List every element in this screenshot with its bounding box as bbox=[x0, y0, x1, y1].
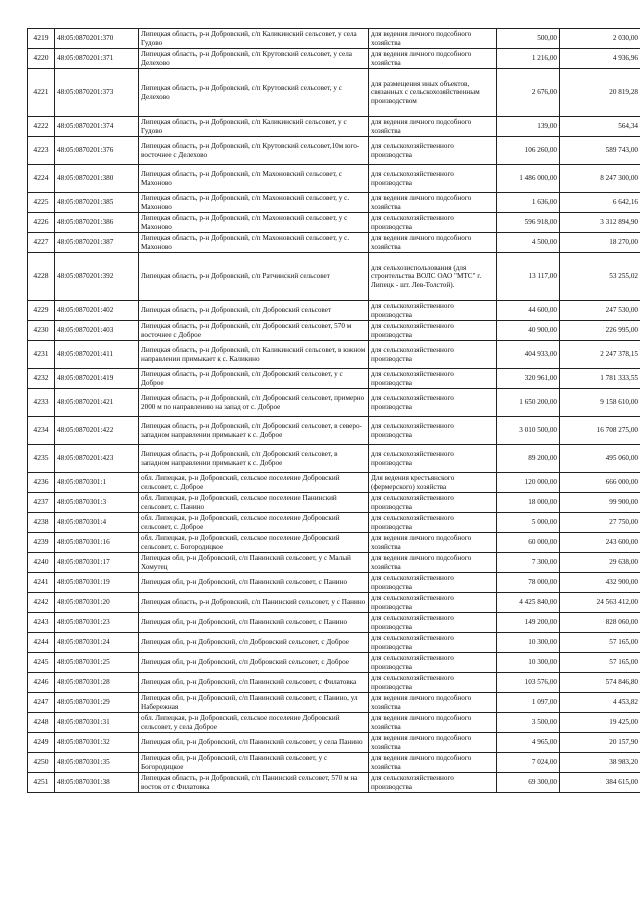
table-row bbox=[28, 233, 640, 253]
address: Липецкая область, р-н Добровский, с/п Каликинский сельсовет, у села Гудово bbox=[139, 29, 369, 49]
cadastral-number: 48:05:0870201:411 bbox=[55, 341, 139, 369]
area-value: 18 000,00 bbox=[497, 493, 560, 513]
row-number: 4222 bbox=[28, 117, 55, 137]
address: Липецкая область, р-н Добровский, с/п Махоновский сельсовет, у с Махоново bbox=[139, 213, 369, 233]
cadastral-value: 20 157,90 bbox=[560, 733, 640, 753]
cadastral-value: 29 638,00 bbox=[560, 553, 640, 573]
address: обл. Липецкая, р-н Добровский, сельское поселение Добровский сельсовет, у села Доброе bbox=[139, 713, 369, 733]
cadastral-number: 48:05:0870201:392 bbox=[55, 253, 139, 301]
address: Липецкая область, р-н Добровский, с/п Крутовский сельсовет, у села Делехово bbox=[139, 49, 369, 69]
row-number: 4227 bbox=[28, 233, 55, 253]
table-row bbox=[28, 713, 640, 733]
address: Липецкая обл, р-н Добровский, с/п Панинский сельсовет, у с Малый Хомутец bbox=[139, 553, 369, 573]
table-row bbox=[28, 253, 640, 301]
area-value: 60 000,00 bbox=[497, 533, 560, 553]
cadastral-value: 24 563 412,00 bbox=[560, 593, 640, 613]
table-row bbox=[28, 693, 640, 713]
table-row bbox=[28, 473, 640, 493]
cadastral-number: 48:05:0870301:20 bbox=[55, 593, 139, 613]
row-number: 4240 bbox=[28, 553, 55, 573]
land-register-table bbox=[27, 28, 640, 793]
cadastral-value: 2 247 378,15 bbox=[560, 341, 640, 369]
row-number: 4248 bbox=[28, 713, 55, 733]
area-value: 1 216,00 bbox=[497, 49, 560, 69]
permitted-use: для ведения личного подсобного хозяйства bbox=[369, 193, 497, 213]
table-row bbox=[28, 213, 640, 233]
cadastral-value: 9 158 610,00 bbox=[560, 389, 640, 417]
area-value: 1 636,00 bbox=[497, 193, 560, 213]
address: Липецкая область, р-н Добровский, с/п Каликинский сельсовет, у с Гудово bbox=[139, 117, 369, 137]
cadastral-value: 3 312 894,90 bbox=[560, 213, 640, 233]
table-row bbox=[28, 369, 640, 389]
cadastral-value: 247 530,00 bbox=[560, 301, 640, 321]
address: Липецкая область, р-н Добровский, с/п Каликинский сельсовет, в южном направлении примыкает к с. Каликино bbox=[139, 341, 369, 369]
row-number: 4244 bbox=[28, 633, 55, 653]
address: Липецкая область, р-н Добровский, с/п Добровский сельсовет, у с Доброе bbox=[139, 369, 369, 389]
cadastral-number: 48:05:0870201:419 bbox=[55, 369, 139, 389]
cadastral-number: 48:05:0870301:24 bbox=[55, 633, 139, 653]
table-row bbox=[28, 493, 640, 513]
table-row bbox=[28, 49, 640, 69]
row-number: 4250 bbox=[28, 753, 55, 773]
address: обл. Липецкая, р-н Добровский, сельское поселение Добровский сельсовет, с. Богородицкое bbox=[139, 533, 369, 553]
cadastral-number: 48:05:0870301:1 bbox=[55, 473, 139, 493]
table-row bbox=[28, 417, 640, 445]
cadastral-value: 1 781 333,55 bbox=[560, 369, 640, 389]
table-row bbox=[28, 773, 640, 793]
table-row bbox=[28, 389, 640, 417]
area-value: 7 300,00 bbox=[497, 553, 560, 573]
area-value: 4 965,00 bbox=[497, 733, 560, 753]
row-number: 4229 bbox=[28, 301, 55, 321]
table-row bbox=[28, 69, 640, 117]
row-number: 4241 bbox=[28, 573, 55, 593]
permitted-use: для сельскохозяйственного производства bbox=[369, 493, 497, 513]
address: Липецкая область, р-н Добровский, с/п Махоновский сельсовет, с Махоново bbox=[139, 165, 369, 193]
permitted-use: для ведения личного подсобного хозяйства bbox=[369, 713, 497, 733]
table-row bbox=[28, 533, 640, 553]
row-number: 4226 bbox=[28, 213, 55, 233]
area-value: 404 933,00 bbox=[497, 341, 560, 369]
cadastral-number: 48:05:0870201:376 bbox=[55, 137, 139, 165]
address: Липецкая область, р-н Добровский, с/п Панинский сельсовет, 570 м на восток от с Филатовка bbox=[139, 773, 369, 793]
area-value: 89 200,00 bbox=[497, 445, 560, 473]
area-value: 149 200,00 bbox=[497, 613, 560, 633]
permitted-use: для ведения личного подсобного хозяйства bbox=[369, 117, 497, 137]
table-row bbox=[28, 165, 640, 193]
address: Липецкая обл, р-н Добровский, с/п Добровский сельсовет, с Доброе bbox=[139, 633, 369, 653]
address: Липецкая область, р-н Добровский, с/п Добровский сельсовет, в западном направлении примыкает к с. Доброе bbox=[139, 445, 369, 473]
cadastral-number: 48:05:0870201:370 bbox=[55, 29, 139, 49]
area-value: 3 010 500,00 bbox=[497, 417, 560, 445]
permitted-use: для ведения личного подсобного хозяйства bbox=[369, 533, 497, 553]
permitted-use: для сельскохозяйственного производства bbox=[369, 613, 497, 633]
permitted-use: для ведения личного подсобного хозяйства bbox=[369, 693, 497, 713]
address: обл. Липецкая, р-н Добровский, сельское поселение Добровский сельсовет, с. Доброе bbox=[139, 513, 369, 533]
table-row bbox=[28, 321, 640, 341]
area-value: 106 260,00 bbox=[497, 137, 560, 165]
address: Липецкая обл, р-н Добровский, с/п Панинский сельсовет, у с Богородицкое bbox=[139, 753, 369, 773]
table-row bbox=[28, 733, 640, 753]
cadastral-number: 48:05:0870301:16 bbox=[55, 533, 139, 553]
cadastral-value: 38 983,20 bbox=[560, 753, 640, 773]
cadastral-value: 666 000,00 bbox=[560, 473, 640, 493]
area-value: 2 676,00 bbox=[497, 69, 560, 117]
cadastral-number: 48:05:0870301:25 bbox=[55, 653, 139, 673]
area-value: 120 000,00 bbox=[497, 473, 560, 493]
permitted-use: для сельскохозяйственного производства bbox=[369, 633, 497, 653]
cadastral-value: 16 708 275,00 bbox=[560, 417, 640, 445]
permitted-use: Для ведения крестьянского (фермерского) хозяйства bbox=[369, 473, 497, 493]
table-row bbox=[28, 445, 640, 473]
area-value: 1 097,00 bbox=[497, 693, 560, 713]
permitted-use: для сельскохозяйственного производства bbox=[369, 341, 497, 369]
cadastral-number: 48:05:0870301:23 bbox=[55, 613, 139, 633]
row-number: 4243 bbox=[28, 613, 55, 633]
cadastral-number: 48:05:0870201:387 bbox=[55, 233, 139, 253]
cadastral-number: 48:05:0870201:374 bbox=[55, 117, 139, 137]
address: обл. Липецкая, р-н Добровский, сельское поселение Добровский сельсовет, с. Доброе bbox=[139, 473, 369, 493]
permitted-use: для ведения личного подсобного хозяйства bbox=[369, 49, 497, 69]
table-row bbox=[28, 753, 640, 773]
row-number: 4221 bbox=[28, 69, 55, 117]
permitted-use: для сельскохозяйственного производства bbox=[369, 213, 497, 233]
cadastral-number: 48:05:0870301:4 bbox=[55, 513, 139, 533]
area-value: 40 900,00 bbox=[497, 321, 560, 341]
cadastral-number: 48:05:0870301:19 bbox=[55, 573, 139, 593]
row-number: 4237 bbox=[28, 493, 55, 513]
row-number: 4230 bbox=[28, 321, 55, 341]
register-rows bbox=[28, 29, 640, 793]
row-number: 4245 bbox=[28, 653, 55, 673]
permitted-use: для сельхозиспользования (для строительства ВОЛС ОАО "МТС" г. Липецк - шт. Лев-Толстой). bbox=[369, 253, 497, 301]
permitted-use: для сельскохозяйственного производства bbox=[369, 321, 497, 341]
area-value: 500,00 bbox=[497, 29, 560, 49]
table-row bbox=[28, 613, 640, 633]
address: Липецкая обл, р-н Добровский, с/п Панинский сельсовет, с Панино, ул Набережная bbox=[139, 693, 369, 713]
area-value: 4 425 840,00 bbox=[497, 593, 560, 613]
row-number: 4233 bbox=[28, 389, 55, 417]
permitted-use: для сельскохозяйственного производства bbox=[369, 301, 497, 321]
permitted-use: для ведения личного подсобного хозяйства bbox=[369, 553, 497, 573]
cadastral-number: 48:05:0870201:386 bbox=[55, 213, 139, 233]
permitted-use: для сельскохозяйственного производства bbox=[369, 773, 497, 793]
table-row bbox=[28, 653, 640, 673]
address: Липецкая область, р-н Добровский, с/п Добровский сельсовет, в северо-западном направлении примыкает к с. Доброе bbox=[139, 417, 369, 445]
table-row bbox=[28, 29, 640, 49]
address: Липецкая область, р-н Добровский, с/п Панинский сельсовет, у с Панино bbox=[139, 593, 369, 613]
row-number: 4231 bbox=[28, 341, 55, 369]
address: Липецкая область, р-н Добровский, с/п Крутовский сельсовет,10м юго-восточнее с Делехово bbox=[139, 137, 369, 165]
row-number: 4238 bbox=[28, 513, 55, 533]
address: Липецкая область, р-н Добровский, с/п Добровский сельсовет, 570 м восточнее с Доброе bbox=[139, 321, 369, 341]
cadastral-number: 48:05:0870201:402 bbox=[55, 301, 139, 321]
area-value: 7 024,00 bbox=[497, 753, 560, 773]
table-row bbox=[28, 341, 640, 369]
permitted-use: для ведения личного подсобного хозяйства bbox=[369, 733, 497, 753]
cadastral-value: 18 270,00 bbox=[560, 233, 640, 253]
address: Липецкая область, р-н Добровский, с/п Крутовский сельсовет, у с Делехово bbox=[139, 69, 369, 117]
table-row bbox=[28, 301, 640, 321]
row-number: 4249 bbox=[28, 733, 55, 753]
table-row bbox=[28, 117, 640, 137]
cadastral-number: 48:05:0870301:3 bbox=[55, 493, 139, 513]
row-number: 4236 bbox=[28, 473, 55, 493]
table-row bbox=[28, 193, 640, 213]
area-value: 103 576,00 bbox=[497, 673, 560, 693]
cadastral-number: 48:05:0870201:422 bbox=[55, 417, 139, 445]
cadastral-value: 226 995,00 bbox=[560, 321, 640, 341]
row-number: 4223 bbox=[28, 137, 55, 165]
cadastral-value: 432 900,00 bbox=[560, 573, 640, 593]
permitted-use: для сельскохозяйственного производства bbox=[369, 137, 497, 165]
row-number: 4220 bbox=[28, 49, 55, 69]
address: Липецкая область, р-н Добровский, с/п Ратчинский сельсовет bbox=[139, 253, 369, 301]
area-value: 1 486 000,00 bbox=[497, 165, 560, 193]
permitted-use: для сельскохозяйственного производства bbox=[369, 513, 497, 533]
cadastral-number: 48:05:0870301:35 bbox=[55, 753, 139, 773]
area-value: 78 000,00 bbox=[497, 573, 560, 593]
cadastral-number: 48:05:0870201:380 bbox=[55, 165, 139, 193]
permitted-use: для ведения личного подсобного хозяйства bbox=[369, 753, 497, 773]
area-value: 596 918,00 bbox=[497, 213, 560, 233]
cadastral-number: 48:05:0870301:38 bbox=[55, 773, 139, 793]
row-number: 4239 bbox=[28, 533, 55, 553]
permitted-use: для сельскохозяйственного производства bbox=[369, 165, 497, 193]
cadastral-value: 6 642,16 bbox=[560, 193, 640, 213]
area-value: 44 600,00 bbox=[497, 301, 560, 321]
address: Липецкая обл, р-н Добровский, с/п Панинский сельсовет, с Панино bbox=[139, 573, 369, 593]
cadastral-value: 19 425,00 bbox=[560, 713, 640, 733]
permitted-use: для сельскохозяйственного производства bbox=[369, 593, 497, 613]
cadastral-number: 48:05:0870201:371 bbox=[55, 49, 139, 69]
permitted-use: для сельскохозяйственного производства bbox=[369, 673, 497, 693]
row-number: 4232 bbox=[28, 369, 55, 389]
cadastral-value: 495 060,00 bbox=[560, 445, 640, 473]
cadastral-number: 48:05:0870201:421 bbox=[55, 389, 139, 417]
table-row bbox=[28, 633, 640, 653]
table-row bbox=[28, 573, 640, 593]
cadastral-number: 48:05:0870301:28 bbox=[55, 673, 139, 693]
area-value: 5 000,00 bbox=[497, 513, 560, 533]
row-number: 4235 bbox=[28, 445, 55, 473]
area-value: 3 500,00 bbox=[497, 713, 560, 733]
permitted-use: для сельскохозяйственного производства bbox=[369, 653, 497, 673]
cadastral-number: 48:05:0870201:403 bbox=[55, 321, 139, 341]
cadastral-value: 53 255,02 bbox=[560, 253, 640, 301]
row-number: 4247 bbox=[28, 693, 55, 713]
cadastral-value: 4 936,96 bbox=[560, 49, 640, 69]
cadastral-value: 20 819,28 bbox=[560, 69, 640, 117]
address: Липецкая обл, р-н Добровский, с/п Панинский сельсовет, у села Панино bbox=[139, 733, 369, 753]
cadastral-number: 48:05:0870301:17 bbox=[55, 553, 139, 573]
address: Липецкая обл, р-н Добровский, с/п Панинский сельсовет, с Панино bbox=[139, 613, 369, 633]
cadastral-number: 48:05:0870201:423 bbox=[55, 445, 139, 473]
row-number: 4224 bbox=[28, 165, 55, 193]
row-number: 4251 bbox=[28, 773, 55, 793]
table-row bbox=[28, 673, 640, 693]
permitted-use: для сельскохозяйственного производства bbox=[369, 445, 497, 473]
area-value: 69 300,00 bbox=[497, 773, 560, 793]
cadastral-number: 48:05:0870301:29 bbox=[55, 693, 139, 713]
permitted-use: для размещения иных объектов, связанных с сельскохозяйственным производством bbox=[369, 69, 497, 117]
row-number: 4225 bbox=[28, 193, 55, 213]
table-row bbox=[28, 553, 640, 573]
table-row bbox=[28, 593, 640, 613]
address: обл. Липецкая, р-н Добровский, сельское поселение Панинский сельсовет, с. Панино bbox=[139, 493, 369, 513]
cadastral-value: 564,34 bbox=[560, 117, 640, 137]
address: Липецкая область, р-н Добровский, с/п Махоновский сельсовет, у с. Махоново bbox=[139, 193, 369, 213]
address: Липецкая обл, р-н Добровский, с/п Добровский сельсовет, с Доброе bbox=[139, 653, 369, 673]
permitted-use: для ведения личного подсобного хозяйства bbox=[369, 233, 497, 253]
area-value: 1 650 200,00 bbox=[497, 389, 560, 417]
area-value: 10 300,00 bbox=[497, 653, 560, 673]
cadastral-value: 828 060,00 bbox=[560, 613, 640, 633]
cadastral-value: 574 846,80 bbox=[560, 673, 640, 693]
row-number: 4234 bbox=[28, 417, 55, 445]
row-number: 4219 bbox=[28, 29, 55, 49]
row-number: 4242 bbox=[28, 593, 55, 613]
cadastral-value: 57 165,00 bbox=[560, 653, 640, 673]
row-number: 4246 bbox=[28, 673, 55, 693]
address: Липецкая область, р-н Добровский, с/п Махоновский сельсовет, у с. Махоново bbox=[139, 233, 369, 253]
area-value: 320 961,00 bbox=[497, 369, 560, 389]
cadastral-value: 243 600,00 bbox=[560, 533, 640, 553]
address: Липецкая область, р-н Добровский, с/п Добровский сельсовет, примерно 2000 м по направлению на запад от с. Доброе bbox=[139, 389, 369, 417]
cadastral-value: 99 900,00 bbox=[560, 493, 640, 513]
permitted-use: для сельскохозяйственного производства bbox=[369, 417, 497, 445]
table-row bbox=[28, 137, 640, 165]
cadastral-value: 384 615,00 bbox=[560, 773, 640, 793]
cadastral-value: 589 743,00 bbox=[560, 137, 640, 165]
address: Липецкая обл, р-н Добровский, с/п Панинский сельсовет, с Филатовка bbox=[139, 673, 369, 693]
address: Липецкая область, р-н Добровский, с/п Добровский сельсовет bbox=[139, 301, 369, 321]
cadastral-value: 2 030,00 bbox=[560, 29, 640, 49]
cadastral-number: 48:05:0870301:31 bbox=[55, 713, 139, 733]
table-row bbox=[28, 513, 640, 533]
cadastral-value: 8 247 300,00 bbox=[560, 165, 640, 193]
cadastral-number: 48:05:0870201:373 bbox=[55, 69, 139, 117]
area-value: 13 117,00 bbox=[497, 253, 560, 301]
permitted-use: для сельскохозяйственного производства bbox=[369, 369, 497, 389]
cadastral-value: 27 750,00 bbox=[560, 513, 640, 533]
area-value: 4 500,00 bbox=[497, 233, 560, 253]
permitted-use: для ведения личного подсобного хозяйства bbox=[369, 29, 497, 49]
cadastral-value: 57 165,00 bbox=[560, 633, 640, 653]
area-value: 10 300,00 bbox=[497, 633, 560, 653]
permitted-use: для сельскохозяйственного производства bbox=[369, 389, 497, 417]
cadastral-value: 4 453,82 bbox=[560, 693, 640, 713]
cadastral-number: 48:05:0870201:385 bbox=[55, 193, 139, 213]
row-number: 4228 bbox=[28, 253, 55, 301]
cadastral-number: 48:05:0870301:32 bbox=[55, 733, 139, 753]
area-value: 139,00 bbox=[497, 117, 560, 137]
permitted-use: для сельскохозяйственного производства bbox=[369, 573, 497, 593]
